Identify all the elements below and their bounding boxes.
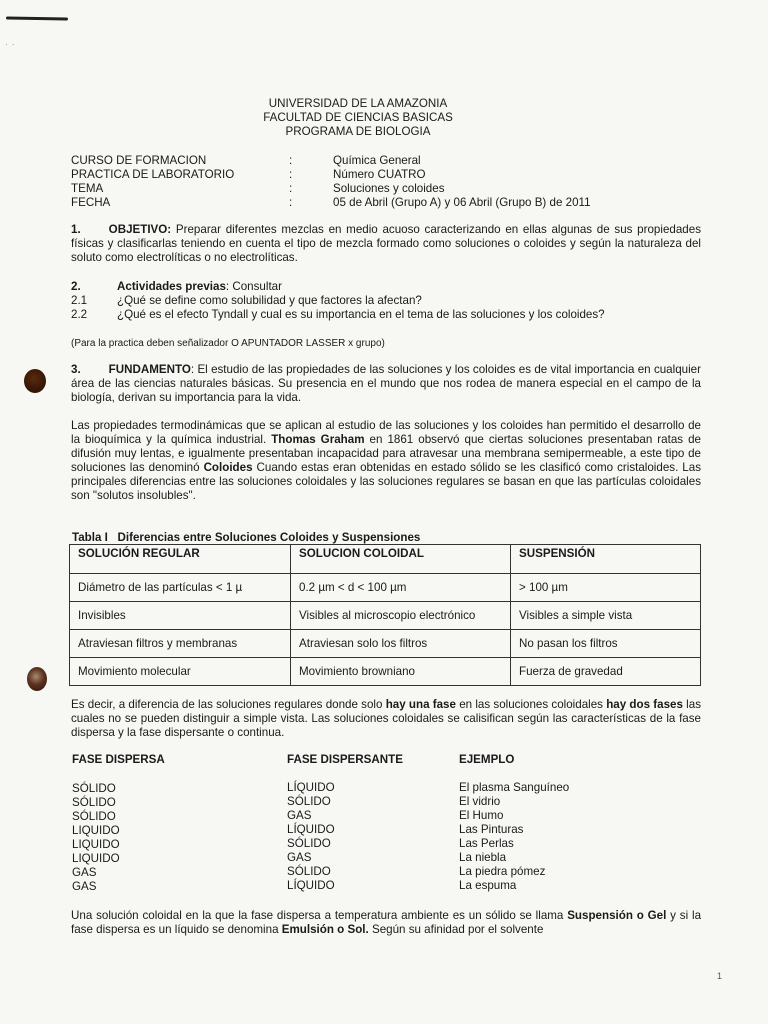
section-number: 3. [71,363,81,376]
list-item: La piedra pómez [459,865,546,878]
list-item: El Humo [459,809,504,822]
paragraph-bold: Suspensión o Gel [567,909,667,922]
section-title: Actividades previas [117,280,226,293]
paragraph-gel-sol [71,909,701,937]
paragraph-text: Cuando estas eran obtenidas en estado sólido se les clasificó como cristaloides. Las principales diferencias entre las soluciones coloidales y las soluciones regulares se basan en que las partículas coloidales son "solutos insolubles". [71,461,701,502]
list-item: Las Pinturas [459,823,524,836]
paragraph-graham [71,419,701,503]
info-value: 05 de Abril (Grupo A) y 06 Abril (Grupo B) de 2011 [333,196,591,209]
paragraph-bold: hay dos fases [606,698,683,711]
table-header-cell: SUSPENSIÓN [511,545,701,574]
table-cell: Invisibles [70,602,291,630]
table-cell: Diámetro de las partículas < 1 µ [70,574,291,602]
info-row [71,182,711,196]
list-item: El plasma Sanguíneo [459,781,570,794]
list-item: LIQUIDO [72,824,120,837]
ejemplo-list [459,781,569,893]
paragraph-text: en 1861 observó que ciertas soluciones presentaban ratas de difusión muy lentas, e igualmente presentaban incapacidad para atravesar una membrana semipermeable, a este tipo de soluciones las denominó [71,433,701,474]
question-text: ¿Qué se define como solubilidad y que factores la afectan? [117,294,422,307]
table-cell: Movimiento browniano [291,658,511,686]
objetivo-text: Preparar diferentes mezclas en medio acuoso caracterizando en ellas algunas de sus propiedades físicas y clasificarlas teniendo en cuenta el tipo de mezcla formado como soluciones o coloides y según la naturaleza del soluto como electrolíticas o no electrolíticas. [71,223,701,264]
info-label: TEMA [71,182,104,195]
table-caption: Tabla I Diferencias entre Soluciones Coloides y Suspensiones [72,531,421,544]
table-cell: Visibles al microscopio electrónico [291,602,511,630]
list-item: SÓLIDO [72,810,116,823]
info-row [71,168,711,182]
list-item: SÓLIDO [287,865,331,878]
info-label: CURSO DE FORMACION [71,154,207,167]
paragraph-text: en las soluciones coloidales [455,698,607,711]
question-number: 2.1 [71,294,88,307]
phase-dispersa-list [72,782,120,894]
paragraph-fases [71,698,701,740]
table-cell: Atraviesan solo los filtros [291,630,511,658]
phase-header: EJEMPLO [459,753,515,766]
table-row [70,658,701,686]
fundamento-text: : El estudio de las propiedades de las soluciones y los coloides es de vital importancia en cualquier área de las ciencias naturales básicas. Su presencia en el mundo que nos rodea de manera especial en el campo de la biología, derivan su importancia para la vida. [71,363,701,404]
phase-header: FASE DISPERSANTE [287,753,403,766]
info-label: FECHA [71,196,111,209]
section-title-rest: : Consultar [225,280,282,293]
document-header [236,97,480,139]
info-value: Soluciones y coloides [333,182,445,195]
pen-mark [6,16,68,20]
list-item: GAS [72,880,97,893]
table-header-cell: SOLUCION COLOIDAL [291,545,511,574]
section-actividades [71,280,711,322]
list-item: La niebla [459,851,507,864]
section-number: 1. [71,223,81,236]
info-sep: : [289,196,293,209]
header-program: PROGRAMA DE BIOLOGIA [285,125,431,138]
paragraph-text: Según su afinidad por el solvente [368,923,544,936]
paragraph-text: las cuales no se pueden distinguir a simple vista. Las soluciones coloidales se calisifican según las características de la fase dispersa y la fase dispersante o continua. [71,698,701,739]
table-cell: Movimiento molecular [70,658,291,686]
list-item: Las Perlas [459,837,514,850]
header-university: UNIVERSIDAD DE LA AMAZONIA [268,97,448,110]
list-item: GAS [287,809,312,822]
paragraph-text: y si la fase dispersa es un líquido se denomina [71,909,702,936]
table-cell: Atraviesan filtros y membranas [70,630,291,658]
phase-header: FASE DISPERSA [72,753,165,766]
phase-dispersante-list [287,781,335,893]
section-number: 2. [71,280,81,293]
section-title: OBJETIVO: [108,223,172,236]
list-item: SÓLIDO [287,837,331,850]
paragraph-bold: Thomas Graham [271,433,365,446]
info-block [71,154,711,210]
info-sep: : [289,168,293,181]
list-item: SÓLIDO [72,796,116,809]
info-value: Química General [333,154,421,167]
table-row [70,602,701,630]
section-title: FUNDAMENTO [108,363,191,376]
paragraph-bold: Coloides [203,461,253,474]
info-row [71,154,711,168]
table-header-row [70,545,701,574]
list-item: LÍQUIDO [287,823,335,836]
list-item: LÍQUIDO [287,879,335,892]
section-fundamento [71,363,701,405]
table-header-cell: SOLUCIÓN REGULAR [70,545,291,574]
header-faculty: FACULTAD DE CIENCIAS BASICAS [263,111,453,124]
table-row [70,630,701,658]
table-cell: No pasan los filtros [511,630,701,658]
paragraph-text: Es decir, a diferencia de las soluciones regulares donde solo [71,698,386,711]
section-objetivo [71,223,701,265]
list-item: LIQUIDO [72,838,120,851]
paragraph-text: Las propiedades termodinámicas que se aplican al estudio de las soluciones y los coloides han permitido el desarrollo de la bioquímica y la química industrial. [71,419,701,446]
list-item: GAS [72,866,97,879]
list-item: SÓLIDO [72,782,116,795]
info-row [71,196,711,210]
info-label: PRACTICA DE LABORATORIO [71,168,235,181]
table-cell: Visibles a simple vista [511,602,701,630]
punch-hole-top [24,369,46,393]
paragraph-bold: hay una fase [385,698,456,711]
table-cell: Fuerza de gravedad [511,658,701,686]
list-item: LÍQUIDO [287,781,335,794]
table-cell: 0.2 µm < d < 100 µm [291,574,511,602]
practice-note: (Para la practica deben señalizador O APUNTADOR LASSER x grupo) [71,338,385,349]
table-cell: > 100 µm [511,574,701,602]
list-item: SÓLIDO [287,795,331,808]
table-row [70,574,701,602]
question-number: 2.2 [71,308,88,321]
info-value: Número CUATRO [333,168,426,181]
scan-dots: · · [5,40,16,49]
list-item: El vidrio [459,795,501,808]
paragraph-bold: Emulsión o Sol. [281,923,369,936]
paragraph-text: Una solución coloidal en la que la fase dispersa a temperatura ambiente es un sólido se llama [71,909,568,922]
question-text: ¿Qué es el efecto Tyndall y cual es su importancia en el tema de las soluciones y los coloides? [117,308,605,321]
page-number: 1 [717,971,723,981]
info-sep: : [289,154,293,167]
list-item: GAS [287,851,312,864]
list-item: La espuma [459,879,517,892]
info-sep: : [289,182,293,195]
differences-table [69,544,701,686]
list-item: LIQUIDO [72,852,120,865]
punch-hole-bottom [27,667,47,691]
